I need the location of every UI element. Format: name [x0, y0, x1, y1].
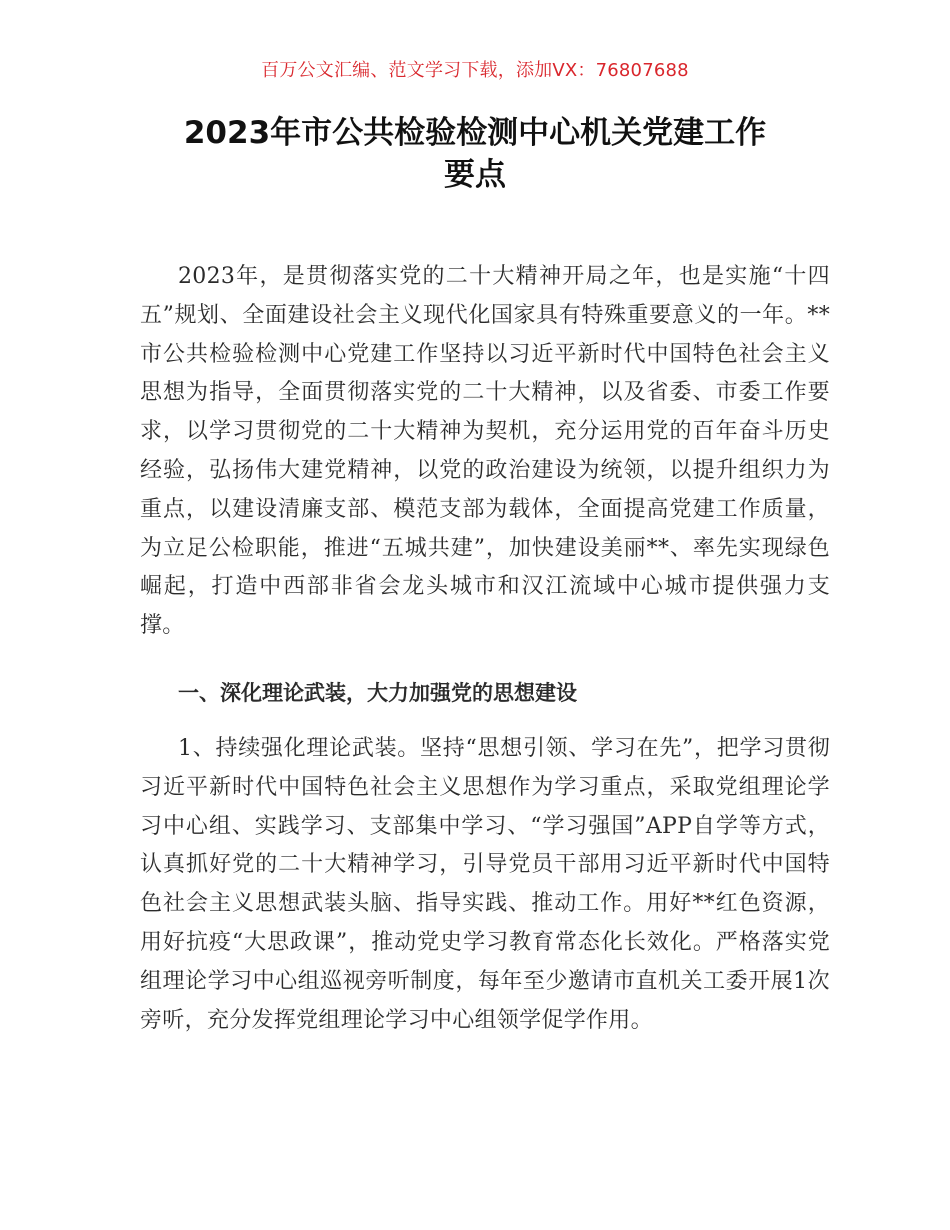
- watermark-header: 百万公文汇编、范文学习下载，添加VX：76807688: [261, 60, 689, 81]
- item-1-paragraph: 1、持续强化理论武装。坚持“思想引领、学习在先”，把学习贯彻习近平新时代中国特色社会主义思想作为学习重点，采取党组理论学习中心组、实践学习、支部集中学习、“学习强国”APP自学等方式，认真抓好党的二十大精神学习，引导党员干部用习近平新时代中国特色社会主义思想武装头脑、指导实践、推动工作。用好**红色资源，用好抗疫“大思政课”，推动党史学习教育常态化长效化。严格落实党组理论学习中心组巡视旁听制度，每年至少邀请市直机关工委开展1次旁听，充分发挥党组理论学习中心组领学促学作用。: [140, 736, 830, 1033]
- title-line-1: 2023年市公共检验检测中心机关党建工作: [183, 115, 767, 151]
- section-1-heading: 一、深化理论武装，大力加强党的思想建设: [178, 681, 577, 705]
- document-title: [100, 112, 850, 196]
- item-1-block: [140, 730, 830, 1040]
- intro-block: [140, 258, 830, 646]
- title-line-2: 要点: [444, 157, 506, 193]
- intro-paragraph: 2023年，是贯彻落实党的二十大精神开局之年，也是实施“十四五”规划、全面建设社会主义现代化国家具有特殊重要意义的一年。**市公共检验检测中心党建工作坚持以习近平新时代中国特色社会主义思想为指导，全面贯彻落实党的二十大精神，以及省委、市委工作要求，以学习贯彻党的二十大精神为契机，充分运用党的百年奋斗历史经验，弘扬伟大建党精神，以党的政治建设为统领，以提升组织力为重点，以建设清廉支部、模范支部为载体，全面提高党建工作质量，为立足公检职能，推进“五城共建”，加快建设美丽**、率先实现绿色崛起，打造中西部非省会龙头城市和汉江流域中心城市提供强力支撑。: [140, 264, 830, 639]
- section-1-block: [140, 674, 830, 712]
